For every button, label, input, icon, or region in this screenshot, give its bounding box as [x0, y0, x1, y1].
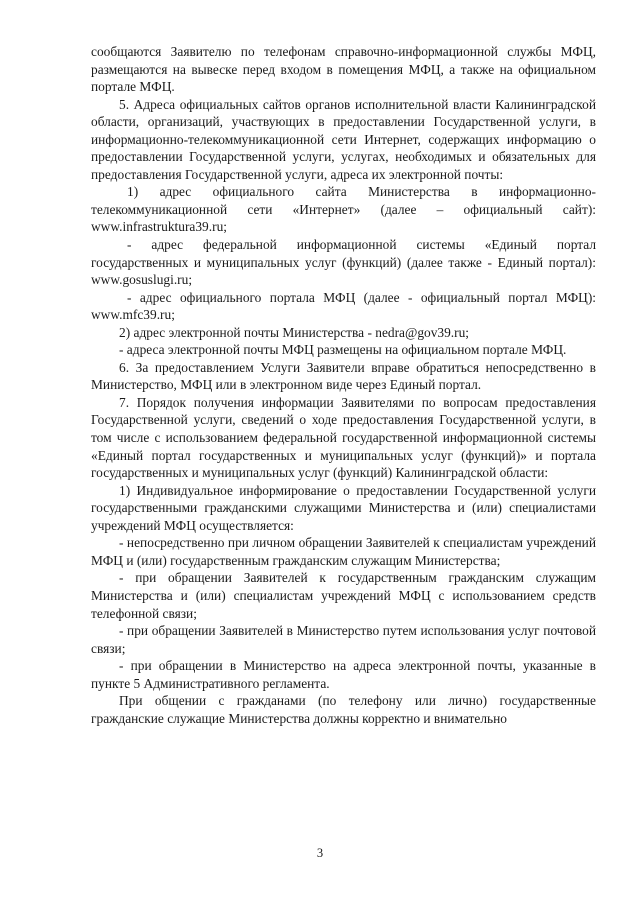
- paragraph-item-7-personal: - непосредственно при личном обращении Заявителей к специалистам учреждений МФЦ и (или) государственным гражданским служащим Министерства;: [91, 535, 596, 568]
- paragraph-item-5-2: 2) адрес электронной почты Министерства - nedra@gov39.ru;: [119, 324, 470, 340]
- document-body: [91, 43, 596, 727]
- paragraph-item-5-epgu: - адрес федеральной информационной системы «Единый портал государственных и муниципальных услуг (функций) (далее также - Единый портал): www.gosuslugi.ru;: [91, 237, 596, 288]
- page-number: 3: [316, 846, 324, 860]
- paragraph-item-7: 7. Порядок получения информации Заявителями по вопросам предоставления Государственной услуги, сведений о ходе предоставления Государственной услуги, в том числе с использованием федеральной государственной информационной системы «Единый портал государственных и муниципальных услуг (функций)» и портала государственных и муниципальных услуг (функций) Калининградской области:: [91, 394, 596, 481]
- paragraph-final: При общении с гражданами (по телефону или лично) государственные гражданские служащие Министерства должны корректно и внимательно: [91, 693, 596, 726]
- paragraph-item-5: 5. Адреса официальных сайтов органов исполнительной власти Калининградской области, организаций, участвующих в предоставлении Государственной услуги, в информационно-телекоммуникационной сети Интернет, содержащих информацию о предоставлении Государственной услуги, услугах, необходимых и обязательных для предоставления Государственной услуги, адреса их электронной почты:: [91, 96, 596, 182]
- paragraph-item-5-mfc-portal: - адрес официального портала МФЦ (далее - официальный портал МФЦ): www.mfc39.ru;: [91, 289, 596, 323]
- paragraph-item-5-mfc-email: - адреса электронной почты МФЦ размещены на официальном портале МФЦ.: [119, 342, 567, 358]
- paragraph-continuation: сообщаются Заявителю по телефонам справочно-информационной службы МФЦ, размещаются на вывеске перед входом в помещения МФЦ, а также на официальном портале МФЦ.: [91, 44, 596, 95]
- paragraph-item-7-email: - при обращении в Министерство на адреса электронной почты, указанные в пункте 5 Административного регламента.: [91, 658, 596, 691]
- paragraph-item-5-1: 1) адрес официального сайта Министерства в информационно-телекоммуникационной сети «Интернет» (далее – официальный сайт): www.infrastruktura39.ru;: [91, 184, 596, 235]
- paragraph-item-7-phone: - при обращении Заявителей к государственным гражданским служащим Министерства и (или) специалистам учреждений МФЦ с использованием средств телефонной связи;: [91, 570, 596, 621]
- paragraph-item-6: 6. За предоставлением Услуги Заявители вправе обратиться непосредственно в Министерство, МФЦ или в электронном виде через Единый портал.: [91, 359, 596, 393]
- paragraph-item-7-post: - при обращении Заявителей в Министерство путем использования услуг почтовой связи;: [91, 623, 596, 656]
- paragraph-item-7-1: 1) Индивидуальное информирование о предоставлении Государственной услуги государственными гражданскими служащими Министерства и (или) специалистами учреждений МФЦ осуществляется:: [91, 482, 596, 533]
